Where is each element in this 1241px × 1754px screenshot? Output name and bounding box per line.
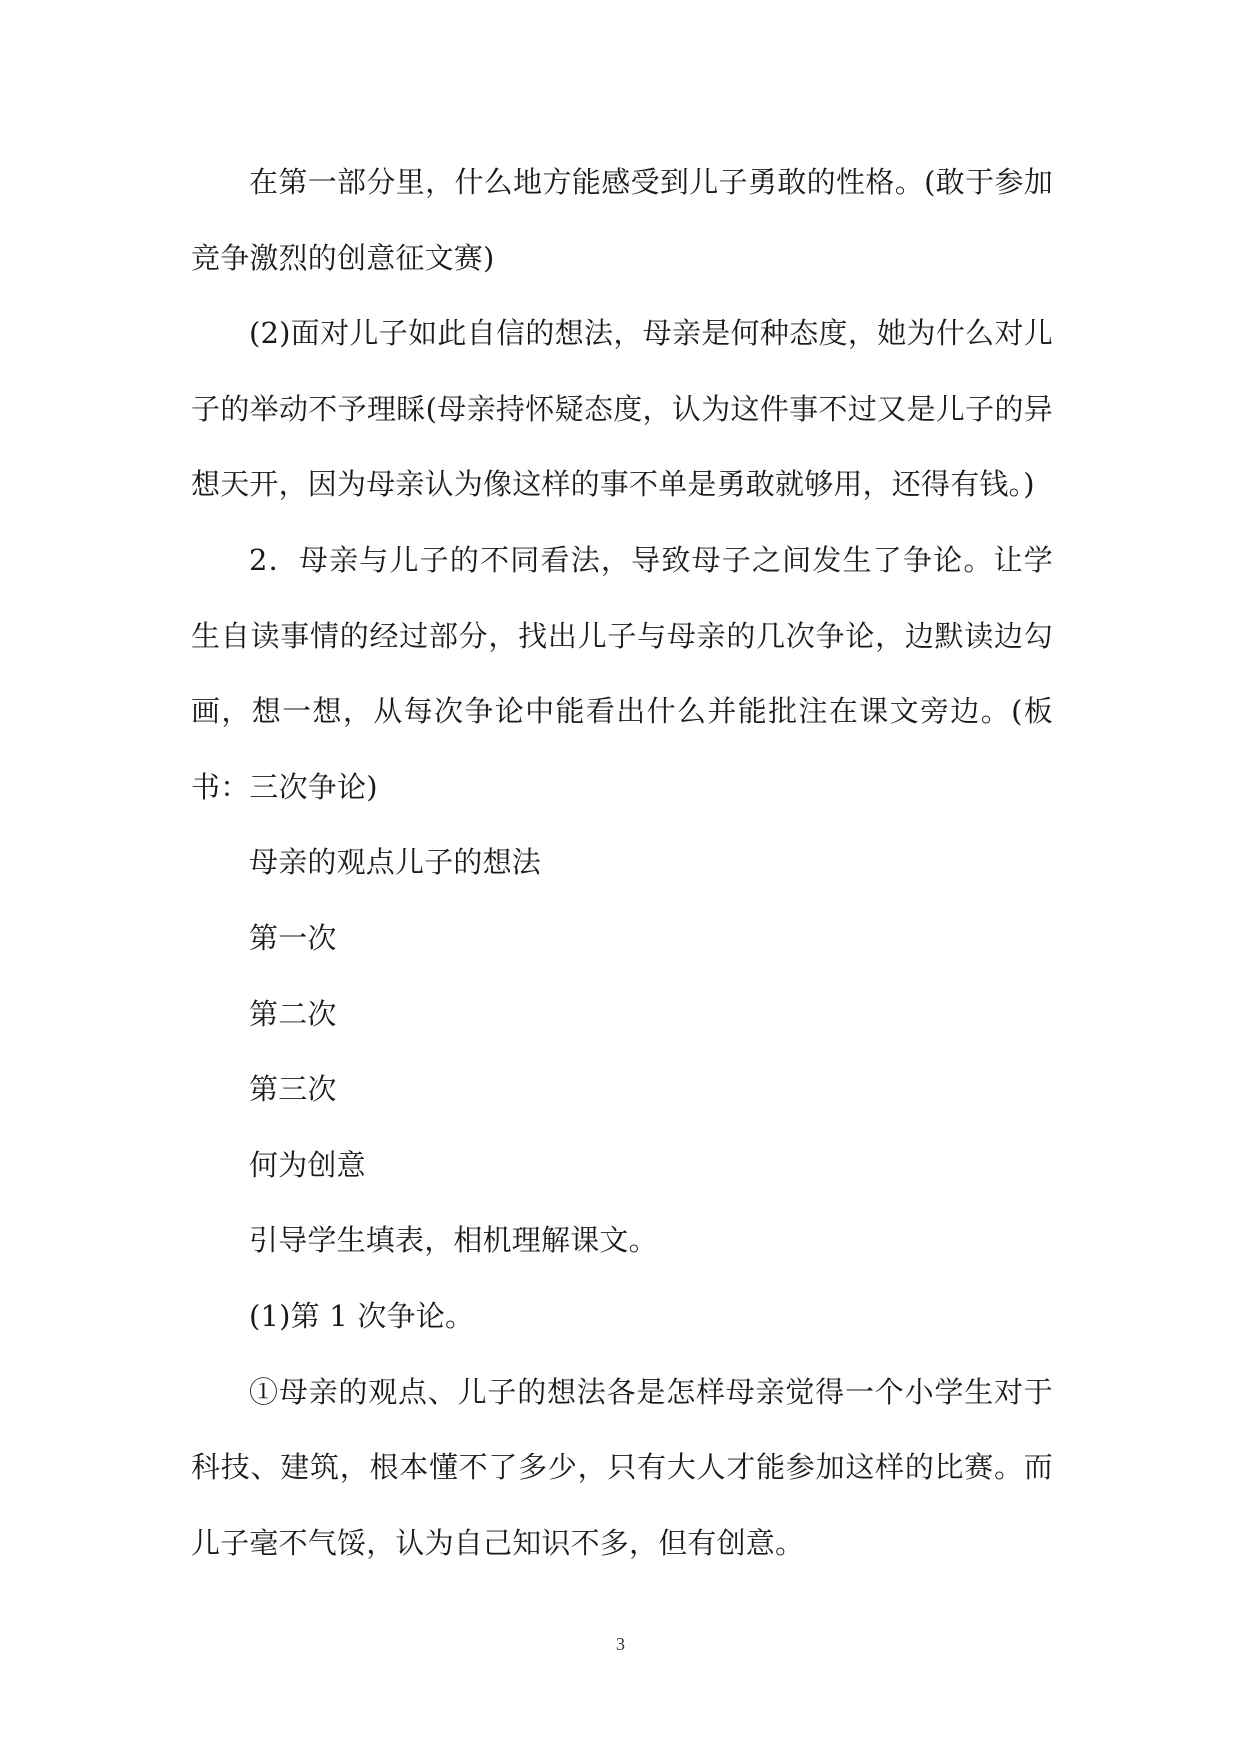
document-body [191,145,1053,1581]
paragraph: 引导学生填表，相机理解课文。 [249,1223,658,1258]
paragraph: (2)面对儿子如此自信的想法，母亲是何种态度，她为什么对儿子的举动不予理睬(母亲持怀疑态度，认为这件事不过又是儿子的异想天开，因为母亲认为像这样的事不单是勇敢就够用，还得有钱。) [191,316,1053,502]
paragraph: 第一次 [249,920,337,955]
paragraph: 何为创意 [249,1147,366,1182]
paragraph: 第三次 [249,1072,337,1107]
paragraph: 第二次 [249,996,337,1031]
paragraph: (1)第 1 次争论。 [249,1298,475,1333]
paragraph: ①母亲的观点、儿子的想法各是怎样母亲觉得一个小学生对于科技、建筑，根本懂不了多少，只有大人才能参加这样的比赛。而儿子毫不气馁，认为自己知识不多，但有创意。 [191,1374,1053,1560]
paragraph: 在第一部分里，什么地方能感受到儿子勇敢的性格。(敢于参加竞争激烈的创意征文赛) [191,165,1053,275]
page-number: 3 [616,1634,625,1654]
paragraph: 2．母亲与儿子的不同看法，导致母子之间发生了争论。让学生自读事情的经过部分，找出儿子与母亲的几次争论，边默读边勾画，想一想，从每次争论中能看出什么并能批注在课文旁边。(板书：三次争论) [191,542,1053,804]
paragraph: 母亲的观点儿子的想法 [249,845,542,880]
